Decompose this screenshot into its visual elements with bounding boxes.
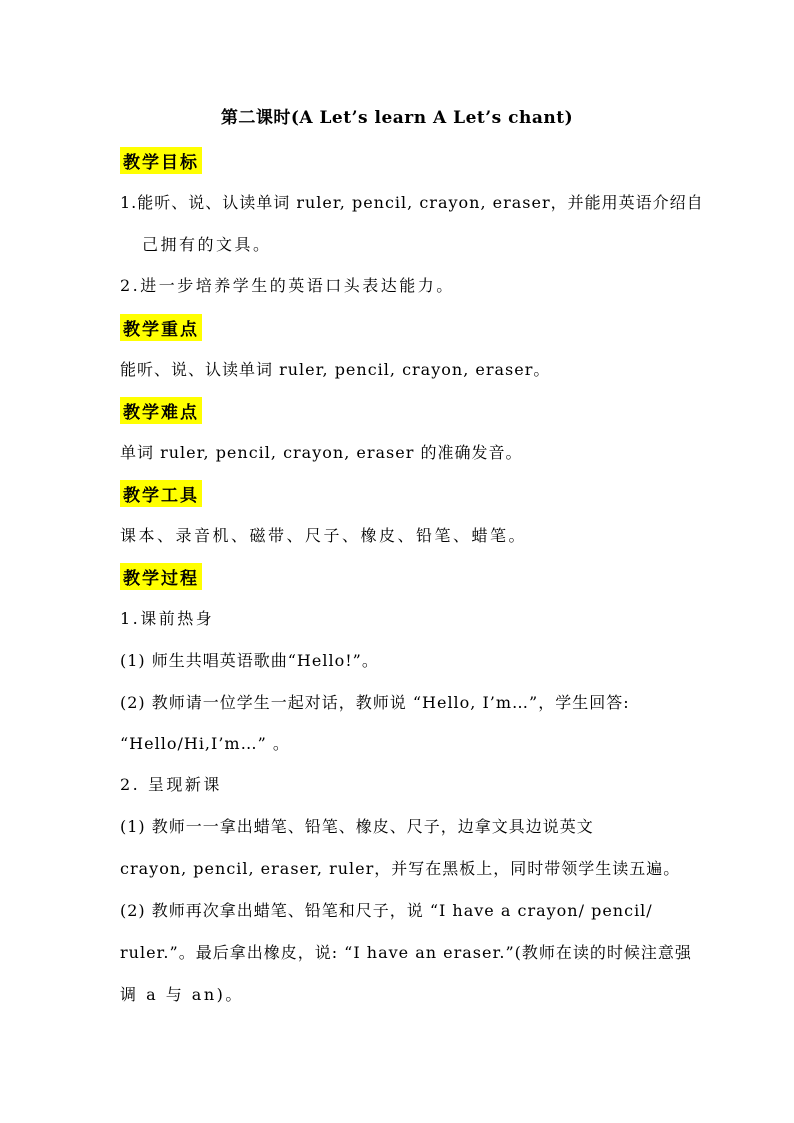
goal-line-1-cont: 己拥有的文具。 <box>142 235 272 254</box>
goal-line-1: 1.能听、说、认读单词 ruler, pencil, crayon, eraser，并能用英语介绍自 <box>120 193 704 212</box>
process-step-1-item-1: (1) 师生共唱英语歌曲“Hello!”。 <box>120 651 379 670</box>
process-step-2-item-2-cont: ruler.”。最后拿出橡皮，说: “I have an eraser.”(教师在读的时候注意强 <box>120 943 692 962</box>
heading-key-points: 教学重点 <box>120 314 202 341</box>
page-title: 第二课时(A Let’s learn A Let’s chant) <box>220 108 574 128</box>
process-step-2-item-1: (1) 教师一一拿出蜡笔、铅笔、橡皮、尺子，边拿文具边说英文 <box>120 817 594 836</box>
process-step-2-item-1-cont: crayon, pencil, eraser, ruler，并写在黑板上，同时带领学生读五遍。 <box>120 859 681 878</box>
process-step-2: 2. 呈现新课 <box>120 775 222 794</box>
goal-line-2: 2.进一步培养学生的英语口头表达能力。 <box>120 276 455 295</box>
process-step-2-item-2-end: 调 a 与 an)。 <box>120 985 244 1004</box>
heading-difficulties: 教学难点 <box>120 397 202 424</box>
key-points-text: 能听、说、认读单词 ruler, pencil, crayon, eraser。 <box>120 360 551 379</box>
process-step-2-item-2: (2) 教师再次拿出蜡笔、铅笔和尺子，说 “I have a crayon/ pencil/ <box>120 901 653 920</box>
heading-teaching-goals: 教学目标 <box>120 147 202 174</box>
process-step-1-item-2-cont: “Hello/Hi,I’m…” 。 <box>120 734 290 753</box>
process-step-1: 1.课前热身 <box>120 609 215 628</box>
tools-text: 课本、录音机、磁带、尺子、橡皮、铅笔、蜡笔。 <box>120 526 528 545</box>
heading-process: 教学过程 <box>120 563 202 590</box>
difficulties-text: 单词 ruler, pencil, crayon, eraser 的准确发音。 <box>120 443 523 462</box>
process-step-1-item-2: (2) 教师请一位学生一起对话，教师说 “Hello, I’m…”，学生回答: <box>120 693 630 712</box>
heading-tools: 教学工具 <box>120 480 202 507</box>
